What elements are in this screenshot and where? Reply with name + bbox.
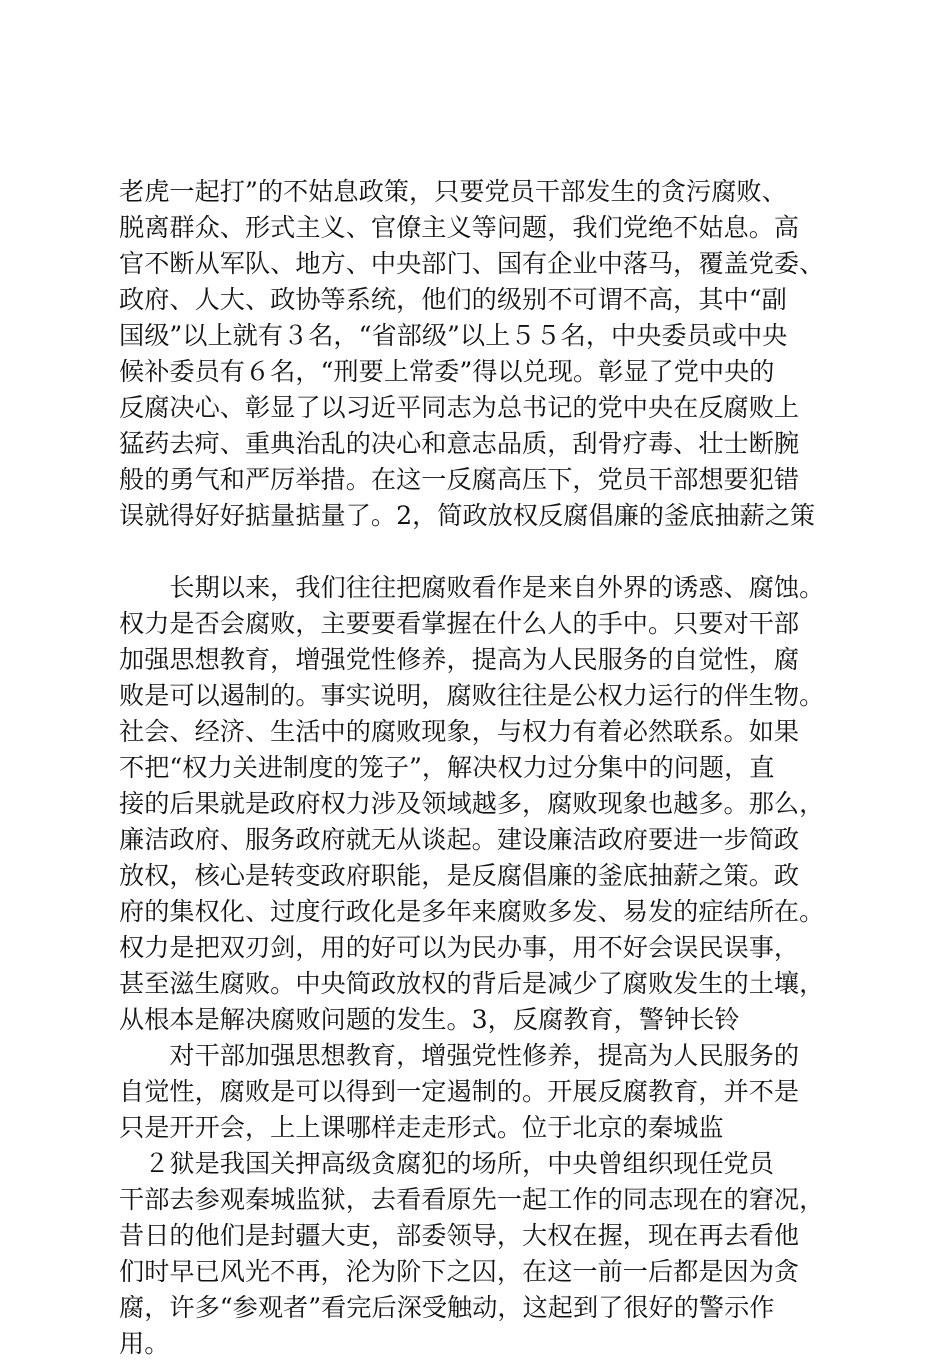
text-line: 般的勇气和严厉举措。在这一反腐高压下，党员干部想要犯错 [119,465,800,494]
text-line: 从根本是解决腐败问题的发生。3，反腐教育，警钟长铃 [119,1005,740,1034]
text-line: 不把“权力关进制度的笼子”，解决权力过分集中的问题，直 [119,753,775,782]
text-line: 放权，核心是转变政府职能，是反腐倡廉的釜底抽薪之策。政 [119,861,800,890]
text-line: 政府、人大、政协等系统，他们的级别不可谓不高，其中“副 [119,285,787,314]
text-line: 权力是否会腐败，主要要看掌握在什么人的手中。只要对干部 [119,609,800,638]
text-line: 们时早已风光不再，沦为阶下之囚，在这一前一后都是因为贪 [119,1257,800,1286]
text-line: 脱离群众、形式主义、官僚主义等问题，我们党绝不姑息。高 [119,213,800,242]
text-line: 国级”以上就有３名，“省部级”以上５５名，中央委员或中央 [119,321,788,350]
text-line: 社会、经济、生活中的腐败现象，与权力有着必然联系。如果 [119,717,800,746]
text-line: 府的集权化、过度行政化是多年来腐败多发、易发的症结所在。 [119,897,825,926]
text-line: 败是可以遏制的。事实说明，腐败往往是公权力运行的伴生物。 [119,681,825,710]
text-line: 老虎一起打”的不姑息政策，只要党员干部发生的贪污腐败、 [119,177,787,206]
blank-line [119,534,839,570]
text-line: 干部去参观秦城监狱，去看看原先一起工作的同志现在的窘况， [119,1185,825,1214]
text-line: 腐，许多“参观者”看完后深受触动，这起到了很好的警示作 [119,1293,775,1322]
text-line: 权力是把双刃剑，用的好可以为民办事，用不好会误民误事， [119,933,800,962]
text-line: 长期以来，我们往往把腐败看作是来自外界的诱惑、腐蚀。 [119,573,825,602]
text-line: 官不断从军队、地方、中央部门、国有企业中落马，覆盖党委、 [119,249,825,278]
text-line: 接的后果就是政府权力涉及领域越多，腐败现象也越多。那么， [119,789,825,818]
text-line: 加强思想教育，增强党性修养，提高为人民服务的自觉性，腐 [119,645,800,674]
text-line: 猛药去疴、重典治乱的决心和意志品质，刮骨疗毒、壮士断腕 [119,429,800,458]
text-line: 只是开开会，上上课哪样走走形式。位于北京的秦城监 [119,1113,724,1142]
text-line: 反腐决心、彰显了以习近平同志为总书记的党中央在反腐败上 [119,393,800,422]
text-line: 廉洁政府、服务政府就无从谈起。建设廉洁政府要进一步简政 [119,825,800,854]
text-line: 候补委员有６名，“刑要上常委”得以兑现。彰显了党中央的 [119,357,775,386]
text-line: 对干部加强思想教育，增强党性修养，提高为人民服务的 [119,1041,800,1070]
text-line: 用。 [119,1329,170,1358]
text-line: 自觉性，腐败是可以得到一定遏制的。开展反腐教育，并不是 [119,1077,800,1106]
text-line: ２狱是我国关押高级贪腐犯的场所，中央曾组织现任党员 [119,1149,774,1178]
text-line: 误就得好好掂量掂量了。2，简政放权反腐倡廉的釜底抽薪之策 [119,501,816,530]
text-line: 甚至滋生腐败。中央简政放权的背后是减少了腐败发生的土壤， [119,969,825,998]
text-line: 昔日的他们是封疆大吏，部委领导，大权在握，现在再去看他 [119,1221,800,1250]
